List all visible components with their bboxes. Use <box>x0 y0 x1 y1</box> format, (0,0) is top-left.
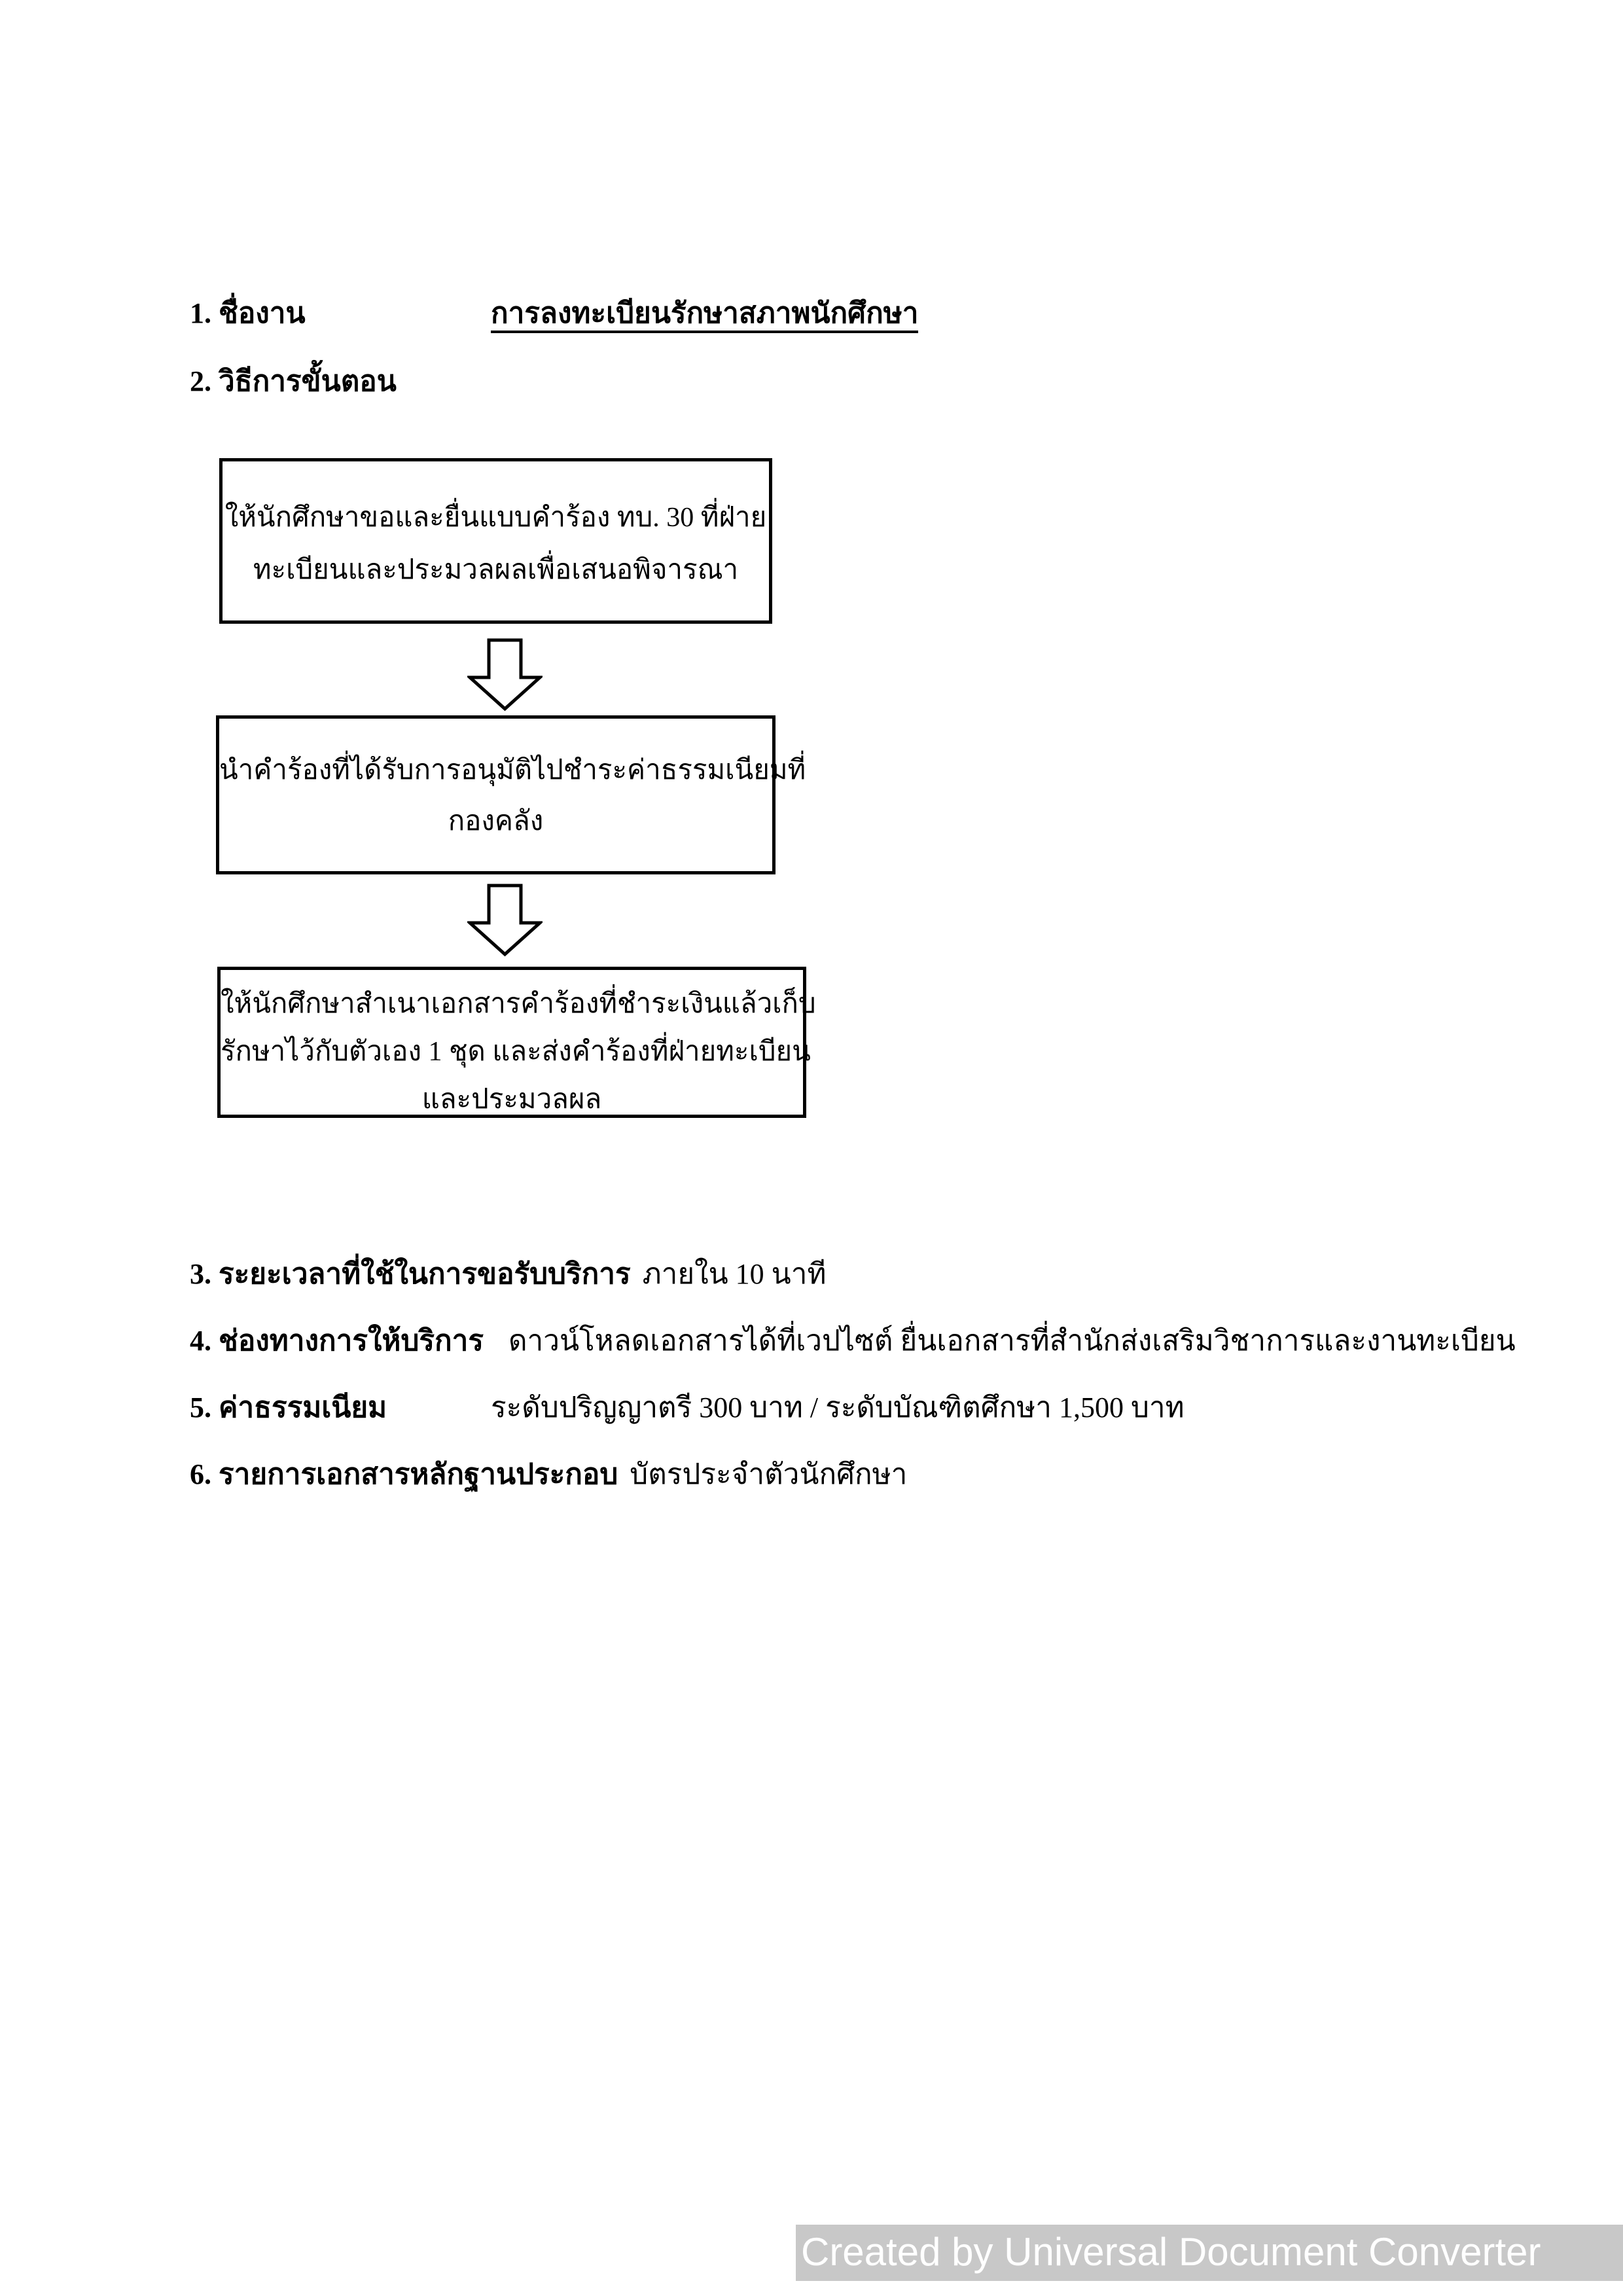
item-service-duration-row <box>190 1254 826 1295</box>
down-arrow-icon <box>467 884 543 957</box>
watermark-bar <box>796 2225 1623 2281</box>
flow-step-3-line-3: และประมวลผล <box>421 1085 602 1115</box>
item-fee-value: ระดับปริญญาตรี 300 บาท / ระดับบัณฑิตศึกษา 1,500 บาท <box>491 1391 1185 1424</box>
item-fee-row <box>190 1388 1185 1428</box>
flow-step-1-box <box>219 458 772 624</box>
flow-step-2-line-2: กองคลัง <box>448 806 544 836</box>
watermark-text: Created by Universal Document Converter <box>801 2230 1541 2274</box>
item-service-duration-label: 3. ระยะเวลาที่ใช้ในการขอรับบริการ <box>190 1258 631 1290</box>
item-required-documents-label: 6. รายการเอกสารหลักฐานประกอบ <box>190 1458 618 1490</box>
item-procedure-heading <box>190 361 397 402</box>
item-service-channel-label: 4. ช่องทางการให้บริการ <box>190 1325 484 1357</box>
item-service-duration-value: ภายใน 10 นาที <box>642 1258 827 1290</box>
job-title-underlined: การลงทะเบียนรักษาสภาพนักศึกษา <box>491 297 918 333</box>
flow-step-1-line-1: ให้นักศึกษาขอและยื่นแบบคำร้อง ทบ. 30 ที่ฝ่าย <box>224 503 767 533</box>
flow-step-2-box <box>216 715 806 874</box>
flow-step-1-line-2: ทะเบียนและประมวลผลเพื่อเสนอพิจารณา <box>253 555 739 585</box>
item-required-documents-value: บัตรประจำตัวนักศึกษา <box>630 1458 908 1490</box>
item-fee-label: 5. ค่าธรรมเนียม <box>190 1391 387 1424</box>
item-service-channel-row <box>190 1321 1516 1361</box>
flow-step-3-line-2: รักษาไว้กับตัวเอง 1 ชุด และส่งคำร้องที่ฝ่ายทะเบียน <box>221 1037 811 1067</box>
item-job-name-row <box>190 293 918 334</box>
flow-step-3-box <box>217 967 816 1118</box>
item-required-documents-row <box>190 1454 907 1495</box>
down-arrow-icon <box>467 638 543 711</box>
item-job-name-label: 1. ชื่องาน <box>190 297 306 329</box>
item-service-channel-value: ดาวน์โหลดเอกสารได้ที่เวปไซต์ ยื่นเอกสารที่สำนักส่งเสริมวิชาการและงานทะเบียน <box>508 1325 1516 1357</box>
flow-step-2-line-1: นำคำร้องที่ได้รับการอนุมัติไปชำระค่าธรรมเนียมที่ <box>219 755 806 785</box>
flow-step-3-line-1: ให้นักศึกษาสำเนาเอกสารคำร้องที่ชำระเงินแล้วเก็บ <box>221 989 816 1019</box>
item-procedure-label: 2. วิธีการขั้นตอน <box>190 365 397 397</box>
